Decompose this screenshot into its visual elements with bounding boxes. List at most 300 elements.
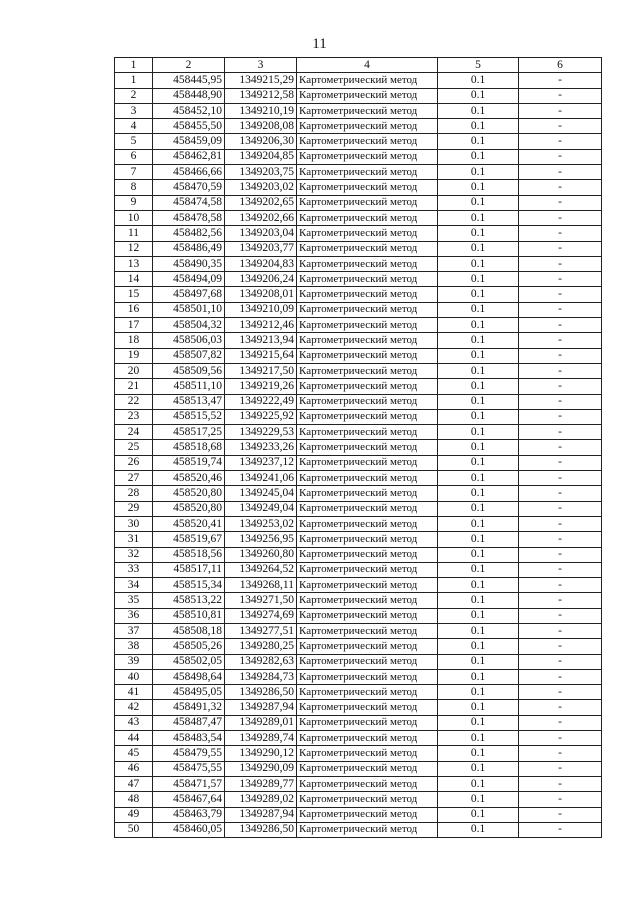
note-cell: -	[519, 103, 602, 118]
note-cell: -	[519, 241, 602, 256]
table-row	[115, 379, 602, 394]
point-number-cell: 18	[115, 333, 153, 348]
y-coordinate-cell: 1349264,52	[225, 562, 297, 577]
note-cell: -	[519, 532, 602, 547]
point-number-cell: 3	[115, 103, 153, 118]
method-cell: Картометрический метод	[297, 333, 438, 348]
note-cell: -	[519, 409, 602, 424]
note-cell: -	[519, 608, 602, 623]
table-row	[115, 149, 602, 164]
note-cell: -	[519, 516, 602, 531]
y-coordinate-cell: 1349245,04	[225, 486, 297, 501]
table-row	[115, 486, 602, 501]
table-row	[115, 807, 602, 822]
note-cell: -	[519, 669, 602, 684]
column-header-4: 4	[297, 58, 438, 73]
accuracy-cell: 0.1	[438, 195, 519, 210]
y-coordinate-cell: 1349286,50	[225, 685, 297, 700]
point-number-cell: 17	[115, 318, 153, 333]
table-row	[115, 822, 602, 837]
y-coordinate-cell: 1349203,04	[225, 226, 297, 241]
note-cell: -	[519, 562, 602, 577]
note-cell: -	[519, 822, 602, 837]
x-coordinate-cell: 458474,58	[153, 195, 225, 210]
method-cell: Картометрический метод	[297, 241, 438, 256]
table-row	[115, 792, 602, 807]
table-row	[115, 348, 602, 363]
x-coordinate-cell: 458466,66	[153, 165, 225, 180]
method-cell: Картометрический метод	[297, 807, 438, 822]
x-coordinate-cell: 458460,05	[153, 822, 225, 837]
note-cell: -	[519, 501, 602, 516]
y-coordinate-cell: 1349204,83	[225, 256, 297, 271]
method-cell: Картометрический метод	[297, 348, 438, 363]
accuracy-cell: 0.1	[438, 409, 519, 424]
table-row	[115, 180, 602, 195]
note-cell: -	[519, 195, 602, 210]
note-cell: -	[519, 379, 602, 394]
table-row	[115, 578, 602, 593]
point-number-cell: 44	[115, 731, 153, 746]
accuracy-cell: 0.1	[438, 746, 519, 761]
point-number-cell: 4	[115, 119, 153, 134]
table-row	[115, 455, 602, 470]
y-coordinate-cell: 1349210,09	[225, 302, 297, 317]
point-number-cell: 27	[115, 471, 153, 486]
x-coordinate-cell: 458520,41	[153, 516, 225, 531]
table-row	[115, 501, 602, 516]
point-number-cell: 45	[115, 746, 153, 761]
accuracy-cell: 0.1	[438, 516, 519, 531]
y-coordinate-cell: 1349206,24	[225, 272, 297, 287]
accuracy-cell: 0.1	[438, 455, 519, 470]
table-row	[115, 471, 602, 486]
method-cell: Картометрический метод	[297, 88, 438, 103]
accuracy-cell: 0.1	[438, 103, 519, 118]
table-row	[115, 731, 602, 746]
table-row	[115, 593, 602, 608]
table-row	[115, 547, 602, 562]
x-coordinate-cell: 458510,81	[153, 608, 225, 623]
note-cell: -	[519, 394, 602, 409]
accuracy-cell: 0.1	[438, 501, 519, 516]
table-row	[115, 669, 602, 684]
table-row	[115, 165, 602, 180]
accuracy-cell: 0.1	[438, 226, 519, 241]
table-row	[115, 425, 602, 440]
accuracy-cell: 0.1	[438, 654, 519, 669]
table-row	[115, 88, 602, 103]
accuracy-cell: 0.1	[438, 792, 519, 807]
column-header-6: 6	[519, 58, 602, 73]
y-coordinate-cell: 1349289,01	[225, 715, 297, 730]
y-coordinate-cell: 1349271,50	[225, 593, 297, 608]
y-coordinate-cell: 1349286,50	[225, 822, 297, 837]
note-cell: -	[519, 348, 602, 363]
table-row	[115, 363, 602, 378]
accuracy-cell: 0.1	[438, 685, 519, 700]
table-body	[115, 73, 602, 838]
x-coordinate-cell: 458455,50	[153, 119, 225, 134]
y-coordinate-cell: 1349237,12	[225, 455, 297, 470]
accuracy-cell: 0.1	[438, 88, 519, 103]
x-coordinate-cell: 458452,10	[153, 103, 225, 118]
x-coordinate-cell: 458475,55	[153, 761, 225, 776]
x-coordinate-cell: 458515,34	[153, 578, 225, 593]
y-coordinate-cell: 1349289,74	[225, 731, 297, 746]
y-coordinate-cell: 1349241,06	[225, 471, 297, 486]
x-coordinate-cell: 458487,47	[153, 715, 225, 730]
table-row	[115, 226, 602, 241]
note-cell: -	[519, 761, 602, 776]
note-cell: -	[519, 165, 602, 180]
accuracy-cell: 0.1	[438, 593, 519, 608]
note-cell: -	[519, 210, 602, 225]
note-cell: -	[519, 700, 602, 715]
table-row	[115, 516, 602, 531]
y-coordinate-cell: 1349289,02	[225, 792, 297, 807]
accuracy-cell: 0.1	[438, 165, 519, 180]
table-row	[115, 654, 602, 669]
point-number-cell: 22	[115, 394, 153, 409]
point-number-cell: 16	[115, 302, 153, 317]
table-row	[115, 73, 602, 88]
x-coordinate-cell: 458494,09	[153, 272, 225, 287]
point-number-cell: 36	[115, 608, 153, 623]
point-number-cell: 1	[115, 73, 153, 88]
accuracy-cell: 0.1	[438, 333, 519, 348]
accuracy-cell: 0.1	[438, 149, 519, 164]
table-row	[115, 272, 602, 287]
accuracy-cell: 0.1	[438, 731, 519, 746]
accuracy-cell: 0.1	[438, 73, 519, 88]
table-row	[115, 103, 602, 118]
x-coordinate-cell: 458479,55	[153, 746, 225, 761]
table-row	[115, 210, 602, 225]
note-cell: -	[519, 180, 602, 195]
table-row	[115, 746, 602, 761]
note-cell: -	[519, 471, 602, 486]
table-row	[115, 776, 602, 791]
accuracy-cell: 0.1	[438, 807, 519, 822]
accuracy-cell: 0.1	[438, 578, 519, 593]
coordinates-table	[114, 57, 602, 838]
accuracy-cell: 0.1	[438, 134, 519, 149]
accuracy-cell: 0.1	[438, 318, 519, 333]
accuracy-cell: 0.1	[438, 287, 519, 302]
point-number-cell: 11	[115, 226, 153, 241]
x-coordinate-cell: 458504,32	[153, 318, 225, 333]
accuracy-cell: 0.1	[438, 425, 519, 440]
note-cell: -	[519, 88, 602, 103]
method-cell: Картометрический метод	[297, 180, 438, 195]
method-cell: Картометрический метод	[297, 256, 438, 271]
table-row	[115, 302, 602, 317]
x-coordinate-cell: 458513,47	[153, 394, 225, 409]
accuracy-cell: 0.1	[438, 486, 519, 501]
method-cell: Картометрический метод	[297, 501, 438, 516]
x-coordinate-cell: 458519,67	[153, 532, 225, 547]
method-cell: Картометрический метод	[297, 776, 438, 791]
x-coordinate-cell: 458470,59	[153, 180, 225, 195]
note-cell: -	[519, 639, 602, 654]
point-number-cell: 43	[115, 715, 153, 730]
table-row	[115, 715, 602, 730]
y-coordinate-cell: 1349215,29	[225, 73, 297, 88]
x-coordinate-cell: 458507,82	[153, 348, 225, 363]
point-number-cell: 21	[115, 379, 153, 394]
method-cell: Картометрический метод	[297, 731, 438, 746]
method-cell: Картометрический метод	[297, 73, 438, 88]
point-number-cell: 6	[115, 149, 153, 164]
y-coordinate-cell: 1349206,30	[225, 134, 297, 149]
point-number-cell: 39	[115, 654, 153, 669]
x-coordinate-cell: 458478,58	[153, 210, 225, 225]
point-number-cell: 40	[115, 669, 153, 684]
table-row	[115, 287, 602, 302]
point-number-cell: 34	[115, 578, 153, 593]
method-cell: Картометрический метод	[297, 195, 438, 210]
point-number-cell: 19	[115, 348, 153, 363]
point-number-cell: 38	[115, 639, 153, 654]
note-cell: -	[519, 746, 602, 761]
accuracy-cell: 0.1	[438, 302, 519, 317]
method-cell: Картометрический метод	[297, 578, 438, 593]
method-cell: Картометрический метод	[297, 746, 438, 761]
x-coordinate-cell: 458513,22	[153, 593, 225, 608]
point-number-cell: 47	[115, 776, 153, 791]
y-coordinate-cell: 1349213,94	[225, 333, 297, 348]
note-cell: -	[519, 715, 602, 730]
table-row	[115, 119, 602, 134]
method-cell: Картометрический метод	[297, 165, 438, 180]
point-number-cell: 12	[115, 241, 153, 256]
method-cell: Картометрический метод	[297, 440, 438, 455]
x-coordinate-cell: 458511,10	[153, 379, 225, 394]
x-coordinate-cell: 458471,57	[153, 776, 225, 791]
x-coordinate-cell: 458498,64	[153, 669, 225, 684]
column-header-5: 5	[438, 58, 519, 73]
point-number-cell: 8	[115, 180, 153, 195]
point-number-cell: 30	[115, 516, 153, 531]
accuracy-cell: 0.1	[438, 379, 519, 394]
x-coordinate-cell: 458448,90	[153, 88, 225, 103]
x-coordinate-cell: 458515,52	[153, 409, 225, 424]
table-row	[115, 256, 602, 271]
x-coordinate-cell: 458462,81	[153, 149, 225, 164]
method-cell: Картометрический метод	[297, 608, 438, 623]
x-coordinate-cell: 458445,95	[153, 73, 225, 88]
method-cell: Картометрический метод	[297, 379, 438, 394]
point-number-cell: 50	[115, 822, 153, 837]
method-cell: Картометрический метод	[297, 516, 438, 531]
point-number-cell: 5	[115, 134, 153, 149]
x-coordinate-cell: 458495,05	[153, 685, 225, 700]
table-row	[115, 562, 602, 577]
point-number-cell: 9	[115, 195, 153, 210]
y-coordinate-cell: 1349290,12	[225, 746, 297, 761]
table-row	[115, 318, 602, 333]
y-coordinate-cell: 1349215,64	[225, 348, 297, 363]
method-cell: Картометрический метод	[297, 272, 438, 287]
table-row	[115, 195, 602, 210]
method-cell: Картометрический метод	[297, 654, 438, 669]
method-cell: Картометрический метод	[297, 471, 438, 486]
method-cell: Картометрический метод	[297, 318, 438, 333]
x-coordinate-cell: 458482,56	[153, 226, 225, 241]
accuracy-cell: 0.1	[438, 715, 519, 730]
point-number-cell: 2	[115, 88, 153, 103]
note-cell: -	[519, 226, 602, 241]
y-coordinate-cell: 1349208,01	[225, 287, 297, 302]
method-cell: Картометрический метод	[297, 486, 438, 501]
accuracy-cell: 0.1	[438, 608, 519, 623]
method-cell: Картометрический метод	[297, 210, 438, 225]
y-coordinate-cell: 1349203,77	[225, 241, 297, 256]
x-coordinate-cell: 458506,03	[153, 333, 225, 348]
note-cell: -	[519, 318, 602, 333]
x-coordinate-cell: 458491,32	[153, 700, 225, 715]
point-number-cell: 35	[115, 593, 153, 608]
y-coordinate-cell: 1349274,69	[225, 608, 297, 623]
method-cell: Картометрический метод	[297, 792, 438, 807]
accuracy-cell: 0.1	[438, 180, 519, 195]
accuracy-cell: 0.1	[438, 776, 519, 791]
point-number-cell: 13	[115, 256, 153, 271]
point-number-cell: 31	[115, 532, 153, 547]
accuracy-cell: 0.1	[438, 639, 519, 654]
note-cell: -	[519, 792, 602, 807]
method-cell: Картометрический метод	[297, 425, 438, 440]
y-coordinate-cell: 1349282,63	[225, 654, 297, 669]
method-cell: Картометрический метод	[297, 226, 438, 241]
method-cell: Картометрический метод	[297, 119, 438, 134]
method-cell: Картометрический метод	[297, 669, 438, 684]
x-coordinate-cell: 458467,64	[153, 792, 225, 807]
x-coordinate-cell: 458483,54	[153, 731, 225, 746]
x-coordinate-cell: 458509,56	[153, 363, 225, 378]
column-header-3: 3	[225, 58, 297, 73]
table-row	[115, 685, 602, 700]
note-cell: -	[519, 731, 602, 746]
y-coordinate-cell: 1349219,26	[225, 379, 297, 394]
note-cell: -	[519, 425, 602, 440]
note-cell: -	[519, 623, 602, 638]
point-number-cell: 7	[115, 165, 153, 180]
x-coordinate-cell: 458518,68	[153, 440, 225, 455]
x-coordinate-cell: 458518,56	[153, 547, 225, 562]
x-coordinate-cell: 458520,46	[153, 471, 225, 486]
point-number-cell: 25	[115, 440, 153, 455]
method-cell: Картометрический метод	[297, 547, 438, 562]
note-cell: -	[519, 256, 602, 271]
x-coordinate-cell: 458508,18	[153, 623, 225, 638]
accuracy-cell: 0.1	[438, 119, 519, 134]
method-cell: Картометрический метод	[297, 685, 438, 700]
method-cell: Картометрический метод	[297, 394, 438, 409]
table-row	[115, 333, 602, 348]
point-number-cell: 32	[115, 547, 153, 562]
y-coordinate-cell: 1349256,95	[225, 532, 297, 547]
note-cell: -	[519, 654, 602, 669]
note-cell: -	[519, 776, 602, 791]
accuracy-cell: 0.1	[438, 272, 519, 287]
x-coordinate-cell: 458501,10	[153, 302, 225, 317]
point-number-cell: 20	[115, 363, 153, 378]
method-cell: Картометрический метод	[297, 455, 438, 470]
x-coordinate-cell: 458463,79	[153, 807, 225, 822]
y-coordinate-cell: 1349289,77	[225, 776, 297, 791]
point-number-cell: 49	[115, 807, 153, 822]
accuracy-cell: 0.1	[438, 822, 519, 837]
y-coordinate-cell: 1349229,53	[225, 425, 297, 440]
method-cell: Картометрический метод	[297, 761, 438, 776]
y-coordinate-cell: 1349212,58	[225, 88, 297, 103]
accuracy-cell: 0.1	[438, 241, 519, 256]
y-coordinate-cell: 1349217,50	[225, 363, 297, 378]
y-coordinate-cell: 1349280,25	[225, 639, 297, 654]
table-row	[115, 241, 602, 256]
point-number-cell: 33	[115, 562, 153, 577]
point-number-cell: 24	[115, 425, 153, 440]
y-coordinate-cell: 1349284,73	[225, 669, 297, 684]
note-cell: -	[519, 685, 602, 700]
y-coordinate-cell: 1349222,49	[225, 394, 297, 409]
table-row	[115, 134, 602, 149]
accuracy-cell: 0.1	[438, 440, 519, 455]
note-cell: -	[519, 807, 602, 822]
method-cell: Картометрический метод	[297, 103, 438, 118]
accuracy-cell: 0.1	[438, 562, 519, 577]
method-cell: Картометрический метод	[297, 623, 438, 638]
note-cell: -	[519, 119, 602, 134]
y-coordinate-cell: 1349210,19	[225, 103, 297, 118]
method-cell: Картометрический метод	[297, 715, 438, 730]
method-cell: Картометрический метод	[297, 639, 438, 654]
y-coordinate-cell: 1349268,11	[225, 578, 297, 593]
page-number: 11	[312, 36, 327, 52]
table-row	[115, 623, 602, 638]
table-row	[115, 700, 602, 715]
x-coordinate-cell: 458486,49	[153, 241, 225, 256]
point-number-cell: 14	[115, 272, 153, 287]
x-coordinate-cell: 458520,80	[153, 486, 225, 501]
table-header-row	[115, 58, 602, 73]
x-coordinate-cell: 458517,11	[153, 562, 225, 577]
note-cell: -	[519, 287, 602, 302]
y-coordinate-cell: 1349260,80	[225, 547, 297, 562]
method-cell: Картометрический метод	[297, 149, 438, 164]
accuracy-cell: 0.1	[438, 210, 519, 225]
y-coordinate-cell: 1349204,85	[225, 149, 297, 164]
point-number-cell: 29	[115, 501, 153, 516]
accuracy-cell: 0.1	[438, 669, 519, 684]
note-cell: -	[519, 302, 602, 317]
y-coordinate-cell: 1349225,92	[225, 409, 297, 424]
table-row	[115, 409, 602, 424]
accuracy-cell: 0.1	[438, 761, 519, 776]
x-coordinate-cell: 458459,09	[153, 134, 225, 149]
note-cell: -	[519, 593, 602, 608]
method-cell: Картометрический метод	[297, 302, 438, 317]
y-coordinate-cell: 1349202,66	[225, 210, 297, 225]
y-coordinate-cell: 1349203,75	[225, 165, 297, 180]
note-cell: -	[519, 547, 602, 562]
accuracy-cell: 0.1	[438, 348, 519, 363]
x-coordinate-cell: 458520,80	[153, 501, 225, 516]
table-row	[115, 532, 602, 547]
method-cell: Картометрический метод	[297, 593, 438, 608]
